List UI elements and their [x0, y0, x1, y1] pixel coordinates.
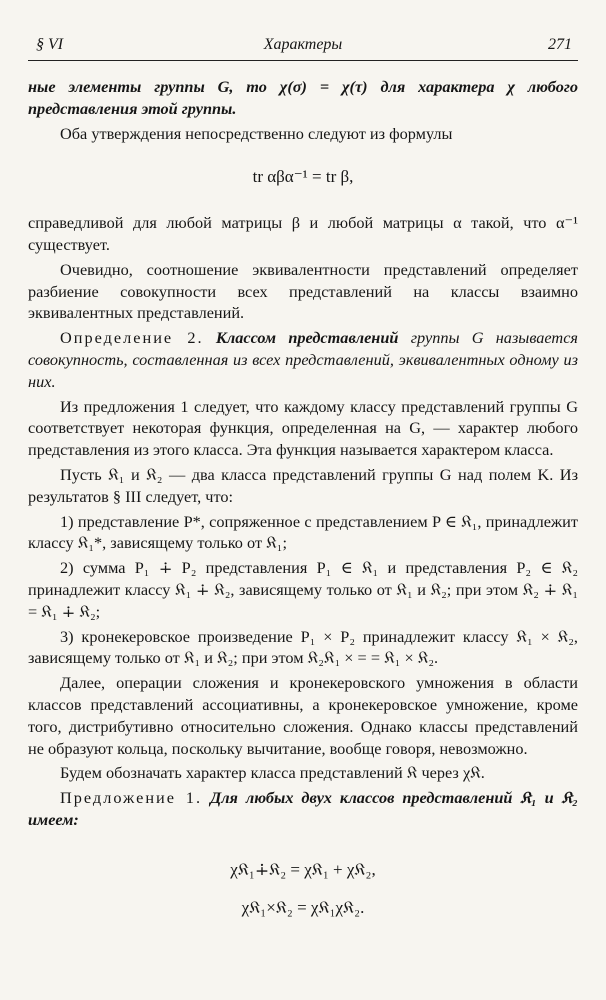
- list-item: 3) кронекеровское произведение P₁ × P₂ принадлежит классу 𝔎₁ × 𝔎₂, зависящему только от 𝔎₁ и 𝔎₂; при этом 𝔎₂𝔎₁ × = = 𝔎₁ × 𝔎₂.: [28, 626, 578, 668]
- paragraph: Оба утверждения непосредственно следуют из формулы: [60, 123, 453, 143]
- definition: [28, 327, 578, 392]
- section-number: § VI: [36, 36, 64, 53]
- running-header: [28, 30, 578, 56]
- formula-product: χ𝔎₁×𝔎₂ = χ𝔎₁χ𝔎₂.: [241, 897, 365, 917]
- paragraph: Пусть 𝔎₁ и 𝔎₂ — два класса представлений группы G над полем K. Из результатов § III следует, что:: [28, 464, 578, 506]
- proposition-text: Для любых двух классов представлений 𝔎₁ и 𝔎₂ имеем:: [28, 788, 578, 829]
- formula-trace: tr αβα⁻¹ = tr β,: [252, 167, 354, 187]
- header-rule: [28, 60, 578, 61]
- proposition: [28, 787, 578, 831]
- paragraph: Будем обозначать характер класса представлений 𝔎 через χ𝔎.: [60, 763, 485, 783]
- paragraph: Очевидно, соотношение эквивалентности представлений определяет разбиение совокупности всех представлений на классы взаимно эквивалентных представлений.: [28, 259, 578, 323]
- proposition-label: Предложение 1.: [60, 788, 203, 808]
- paragraph: Далее, операции сложения и кронекеровского умножения в области классов представлений ассоциативны, а кронекеровское умножение, кроме того, дистрибутивно относительно сложения. Однако классы представлений не образуют кольца, поскольку вычитание, вообще говоря, невозможно.: [28, 673, 578, 758]
- list-item: 1) представление P*, сопряженное с представлением P ∈ 𝔎₁, принадлежит классу 𝔎₁*, зависящему только от 𝔎₁;: [28, 511, 578, 553]
- page-number: 271: [548, 36, 572, 53]
- paragraph-continuation: ные элементы группы G, то χ(σ) = χ(τ) для характера χ любого представления этой группы.: [28, 77, 578, 118]
- paragraph: Из предложения 1 следует, что каждому классу представлений группы G соответствует некоторая функция, определенная на G, — характер любого представления из этого класса. Эта функция называется характером класса.: [28, 396, 578, 460]
- list-item: 2) сумма P₁ ∔ P₂ представления P₁ ∈ 𝔎₁ и представления P₂ ∈ 𝔎₂ принадлежит классу 𝔎₁ ∔ 𝔎₂, зависящему только от 𝔎₁ и 𝔎₂; при этом 𝔎₂ ∔ 𝔎₁ = 𝔎₁ ∔ 𝔎₂;: [28, 558, 578, 621]
- page-body: [28, 76, 578, 918]
- chapter-title: Характеры: [263, 36, 343, 53]
- definition-text: группы G называется совокупность, составленная из всех представлений, эквивалентных одному из них.: [28, 328, 578, 391]
- formula-sum: χ𝔎₁∔𝔎₂ = χ𝔎₁ + χ𝔎₂,: [230, 859, 376, 879]
- paragraph: справедливой для любой матрицы β и любой матрицы α такой, что α⁻¹ существует.: [28, 213, 578, 254]
- definition-label: Определение 2.: [60, 328, 204, 348]
- definition-term: Классом представлений: [215, 328, 399, 348]
